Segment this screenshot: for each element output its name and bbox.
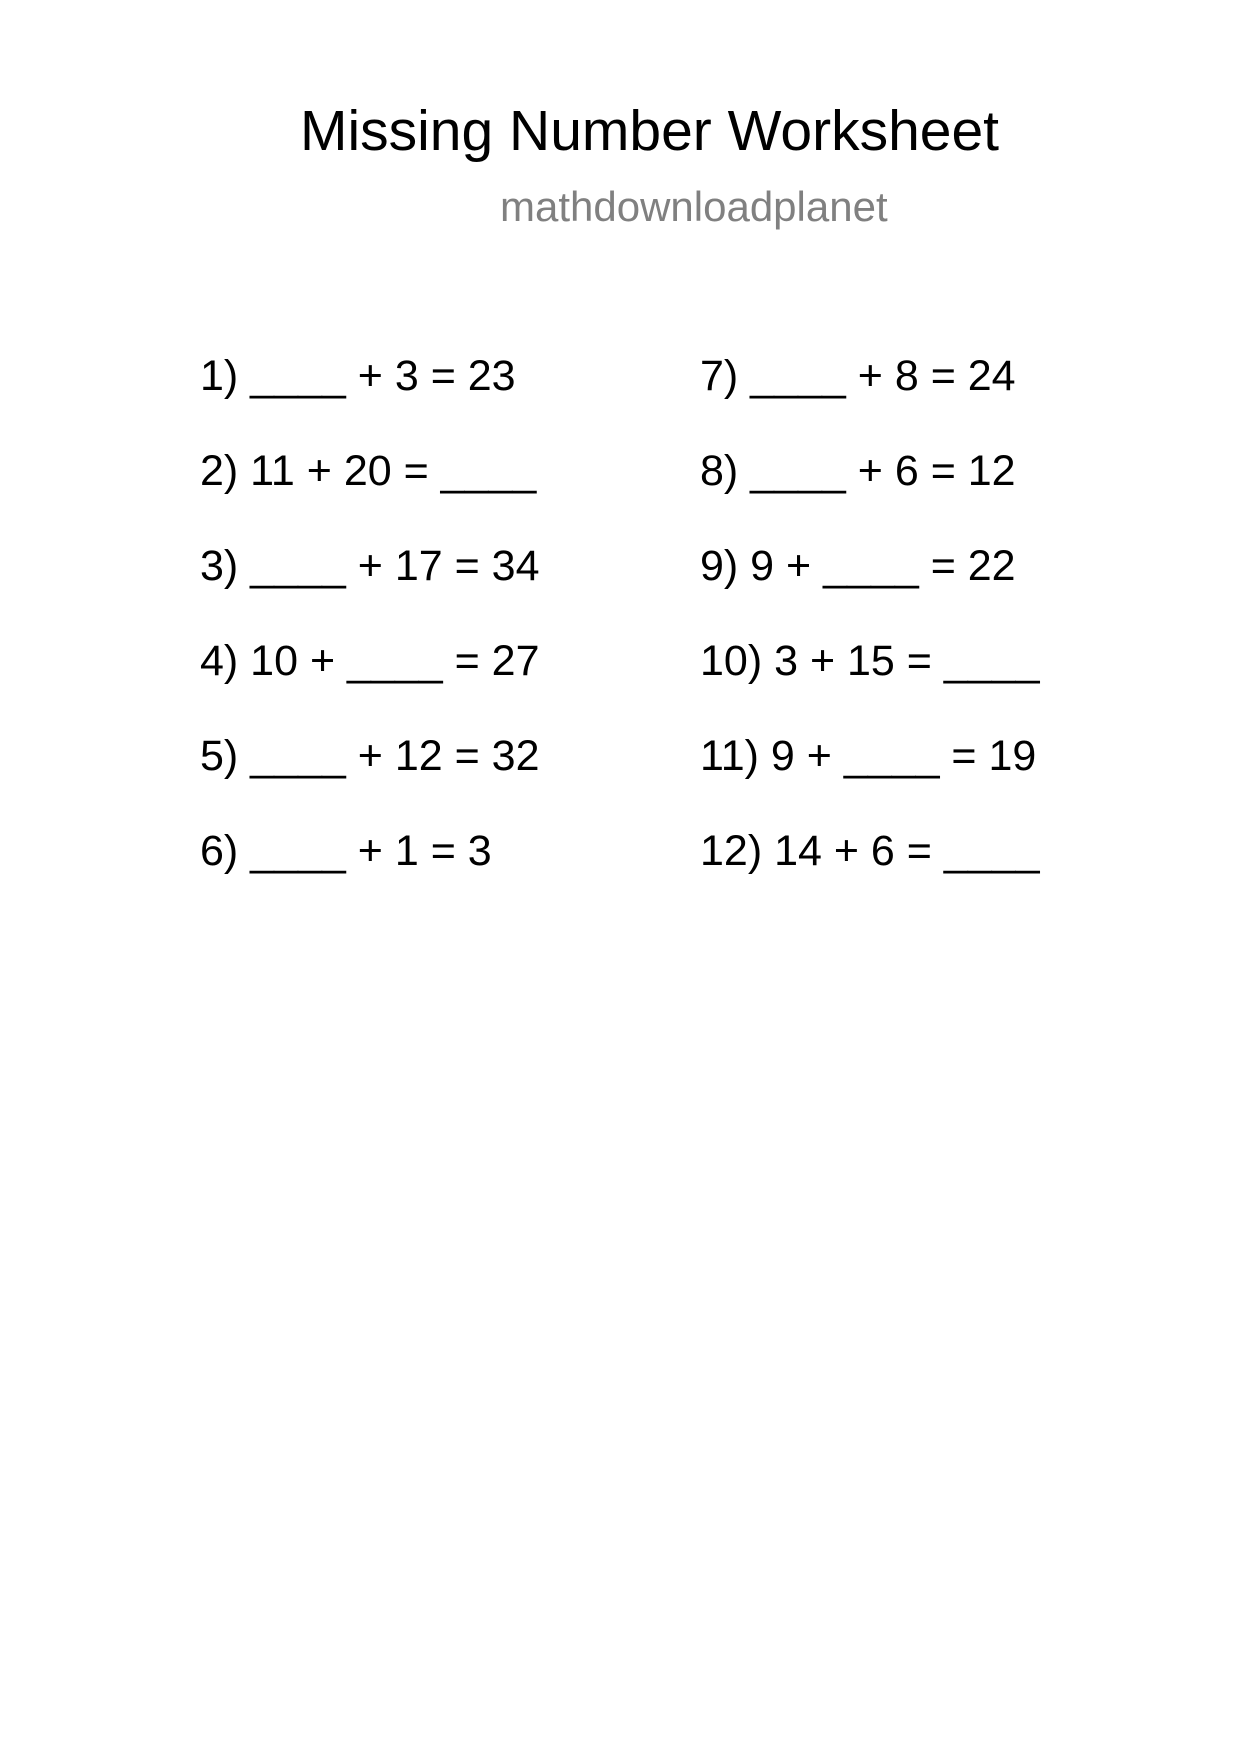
problem-2: 2) 11 + 20 = ____ [200, 447, 537, 495]
problem-12: 12) 14 + 6 = ____ [700, 827, 1040, 875]
problem-5: 5) ____ + 12 = 32 [200, 732, 540, 780]
problem-4: 4) 10 + ____ = 27 [200, 637, 540, 685]
problem-11: 11) 9 + ____ = 19 [700, 732, 1037, 780]
site-name: mathdownloadplanet [500, 183, 888, 230]
problem-10: 10) 3 + 15 = ____ [700, 637, 1040, 685]
problem-7: 7) ____ + 8 = 24 [700, 352, 1016, 400]
worksheet-title: Missing Number Worksheet [300, 99, 1000, 163]
problem-8: 8) ____ + 6 = 12 [700, 447, 1016, 495]
problem-9: 9) 9 + ____ = 22 [700, 542, 1016, 590]
problem-1: 1) ____ + 3 = 23 [200, 352, 516, 400]
problem-3: 3) ____ + 17 = 34 [200, 542, 540, 590]
problem-6: 6) ____ + 1 = 3 [200, 827, 492, 875]
